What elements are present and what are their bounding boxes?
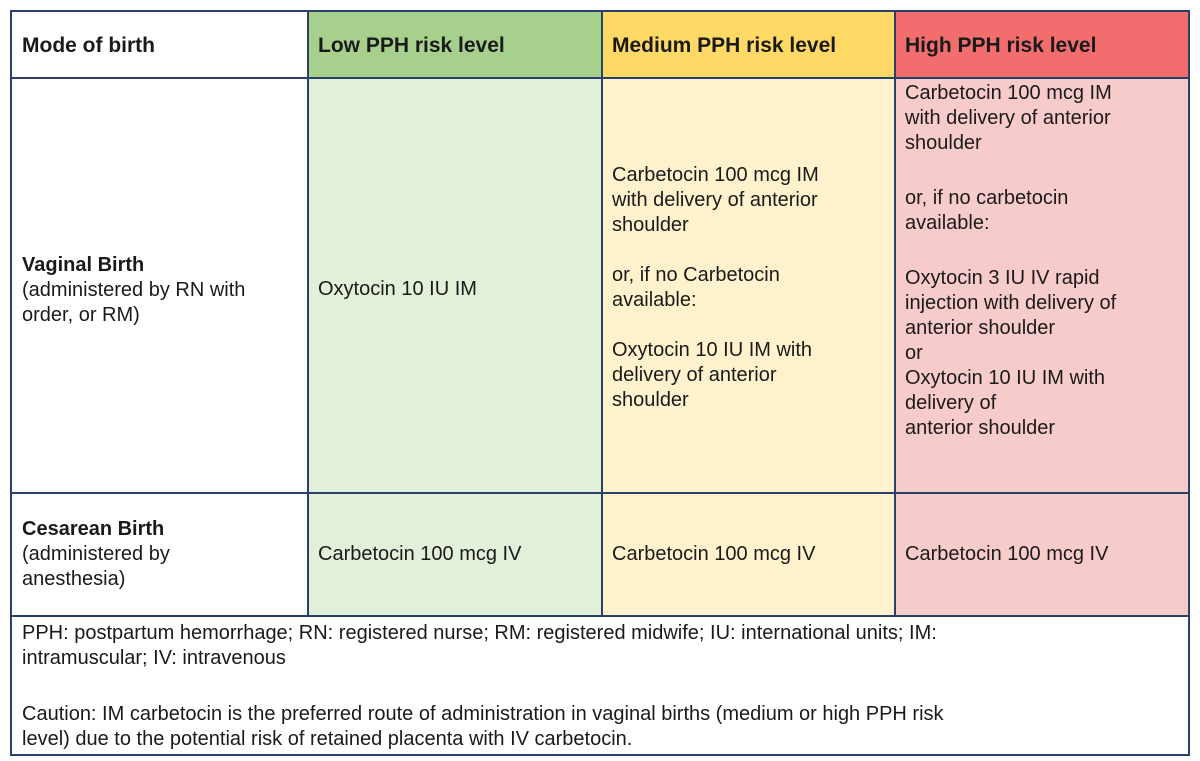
footnote-cell <box>12 616 1188 754</box>
vaginal-medium-line: or, if no Carbetocin <box>612 263 780 286</box>
vaginal-medium-line: Carbetocin 100 mcg IM <box>612 163 819 186</box>
vaginal-high-cell <box>895 78 1188 493</box>
abbreviations-line: intramuscular; IV: intravenous <box>22 647 286 669</box>
vaginal-high-line: anterior shoulder <box>905 417 1056 439</box>
vaginal-medium-line: available: <box>612 288 697 311</box>
cesarean-birth-sub2: anesthesia) <box>22 568 126 590</box>
vaginal-medium-line: with delivery of anterior <box>612 188 818 211</box>
column-divider <box>601 12 603 616</box>
vaginal-birth-title: Vaginal Birth <box>22 254 145 276</box>
vaginal-high-line: Oxytocin 3 IU IV rapid <box>905 267 1100 289</box>
header-mode-label: Mode of birth <box>22 33 155 57</box>
header-high-label: High PPH risk level <box>905 33 1097 57</box>
header-high-risk <box>895 12 1188 78</box>
column-divider <box>894 12 896 616</box>
header-low-risk <box>308 12 602 78</box>
vaginal-mode-cell <box>12 78 308 493</box>
vaginal-medium-line: Oxytocin 10 IU IM with <box>612 338 813 361</box>
vaginal-high-line: or, if no carbetocin <box>905 187 1069 209</box>
vaginal-high-line: with delivery of anterior <box>905 107 1111 129</box>
vaginal-high-line: Carbetocin 100 mcg IM <box>905 82 1112 104</box>
row-divider <box>12 615 1188 617</box>
vaginal-medium-cell <box>602 78 895 493</box>
cesarean-high-cell <box>895 493 1188 616</box>
cesarean-medium-cell <box>602 493 895 616</box>
abbreviations-line: PPH: postpartum hemorrhage; RN: registered nurse; RM: registered midwife; IU: international units; IM: <box>22 622 937 644</box>
cesarean-birth-title: Cesarean Birth <box>22 518 165 540</box>
header-low-label: Low PPH risk level <box>318 33 505 57</box>
caution-line: level) due to the potential risk of retained placenta with IV carbetocin. <box>22 728 633 750</box>
row-divider <box>12 492 1188 494</box>
column-divider <box>307 12 309 616</box>
vaginal-high-line: or <box>905 342 923 364</box>
cesarean-medium-text: Carbetocin 100 mcg IV <box>612 543 816 565</box>
vaginal-high-line: shoulder <box>905 132 982 154</box>
vaginal-medium-line: delivery of anterior <box>612 363 777 386</box>
vaginal-medium-line: shoulder <box>612 213 689 236</box>
cesarean-birth-sub1: (administered by <box>22 543 170 565</box>
header-medium-label: Medium PPH risk level <box>612 33 837 57</box>
row-divider <box>12 77 1188 79</box>
caution-line: Caution: IM carbetocin is the preferred route of administration in vaginal births (medium or high PPH risk <box>22 703 944 725</box>
vaginal-birth-sub1: (administered by RN with <box>22 279 246 301</box>
pph-table <box>10 10 1190 756</box>
header-medium-risk <box>602 12 895 78</box>
vaginal-high-line: injection with delivery of <box>905 292 1117 314</box>
cesarean-low-cell <box>308 493 602 616</box>
vaginal-birth-sub2: order, or RM) <box>22 304 140 326</box>
cesarean-mode-cell <box>12 493 308 616</box>
vaginal-high-line: Oxytocin 10 IU IM with <box>905 367 1106 389</box>
vaginal-high-line: available: <box>905 212 990 234</box>
cesarean-high-text: Carbetocin 100 mcg IV <box>905 543 1109 565</box>
header-mode-of-birth <box>12 12 308 78</box>
vaginal-high-line: delivery of <box>905 392 997 414</box>
vaginal-low-text: Oxytocin 10 IU IM <box>318 278 477 300</box>
cesarean-low-text: Carbetocin 100 mcg IV <box>318 543 522 565</box>
vaginal-medium-line: shoulder <box>612 388 689 411</box>
vaginal-low-cell <box>308 78 602 493</box>
vaginal-high-line: anterior shoulder <box>905 317 1056 339</box>
